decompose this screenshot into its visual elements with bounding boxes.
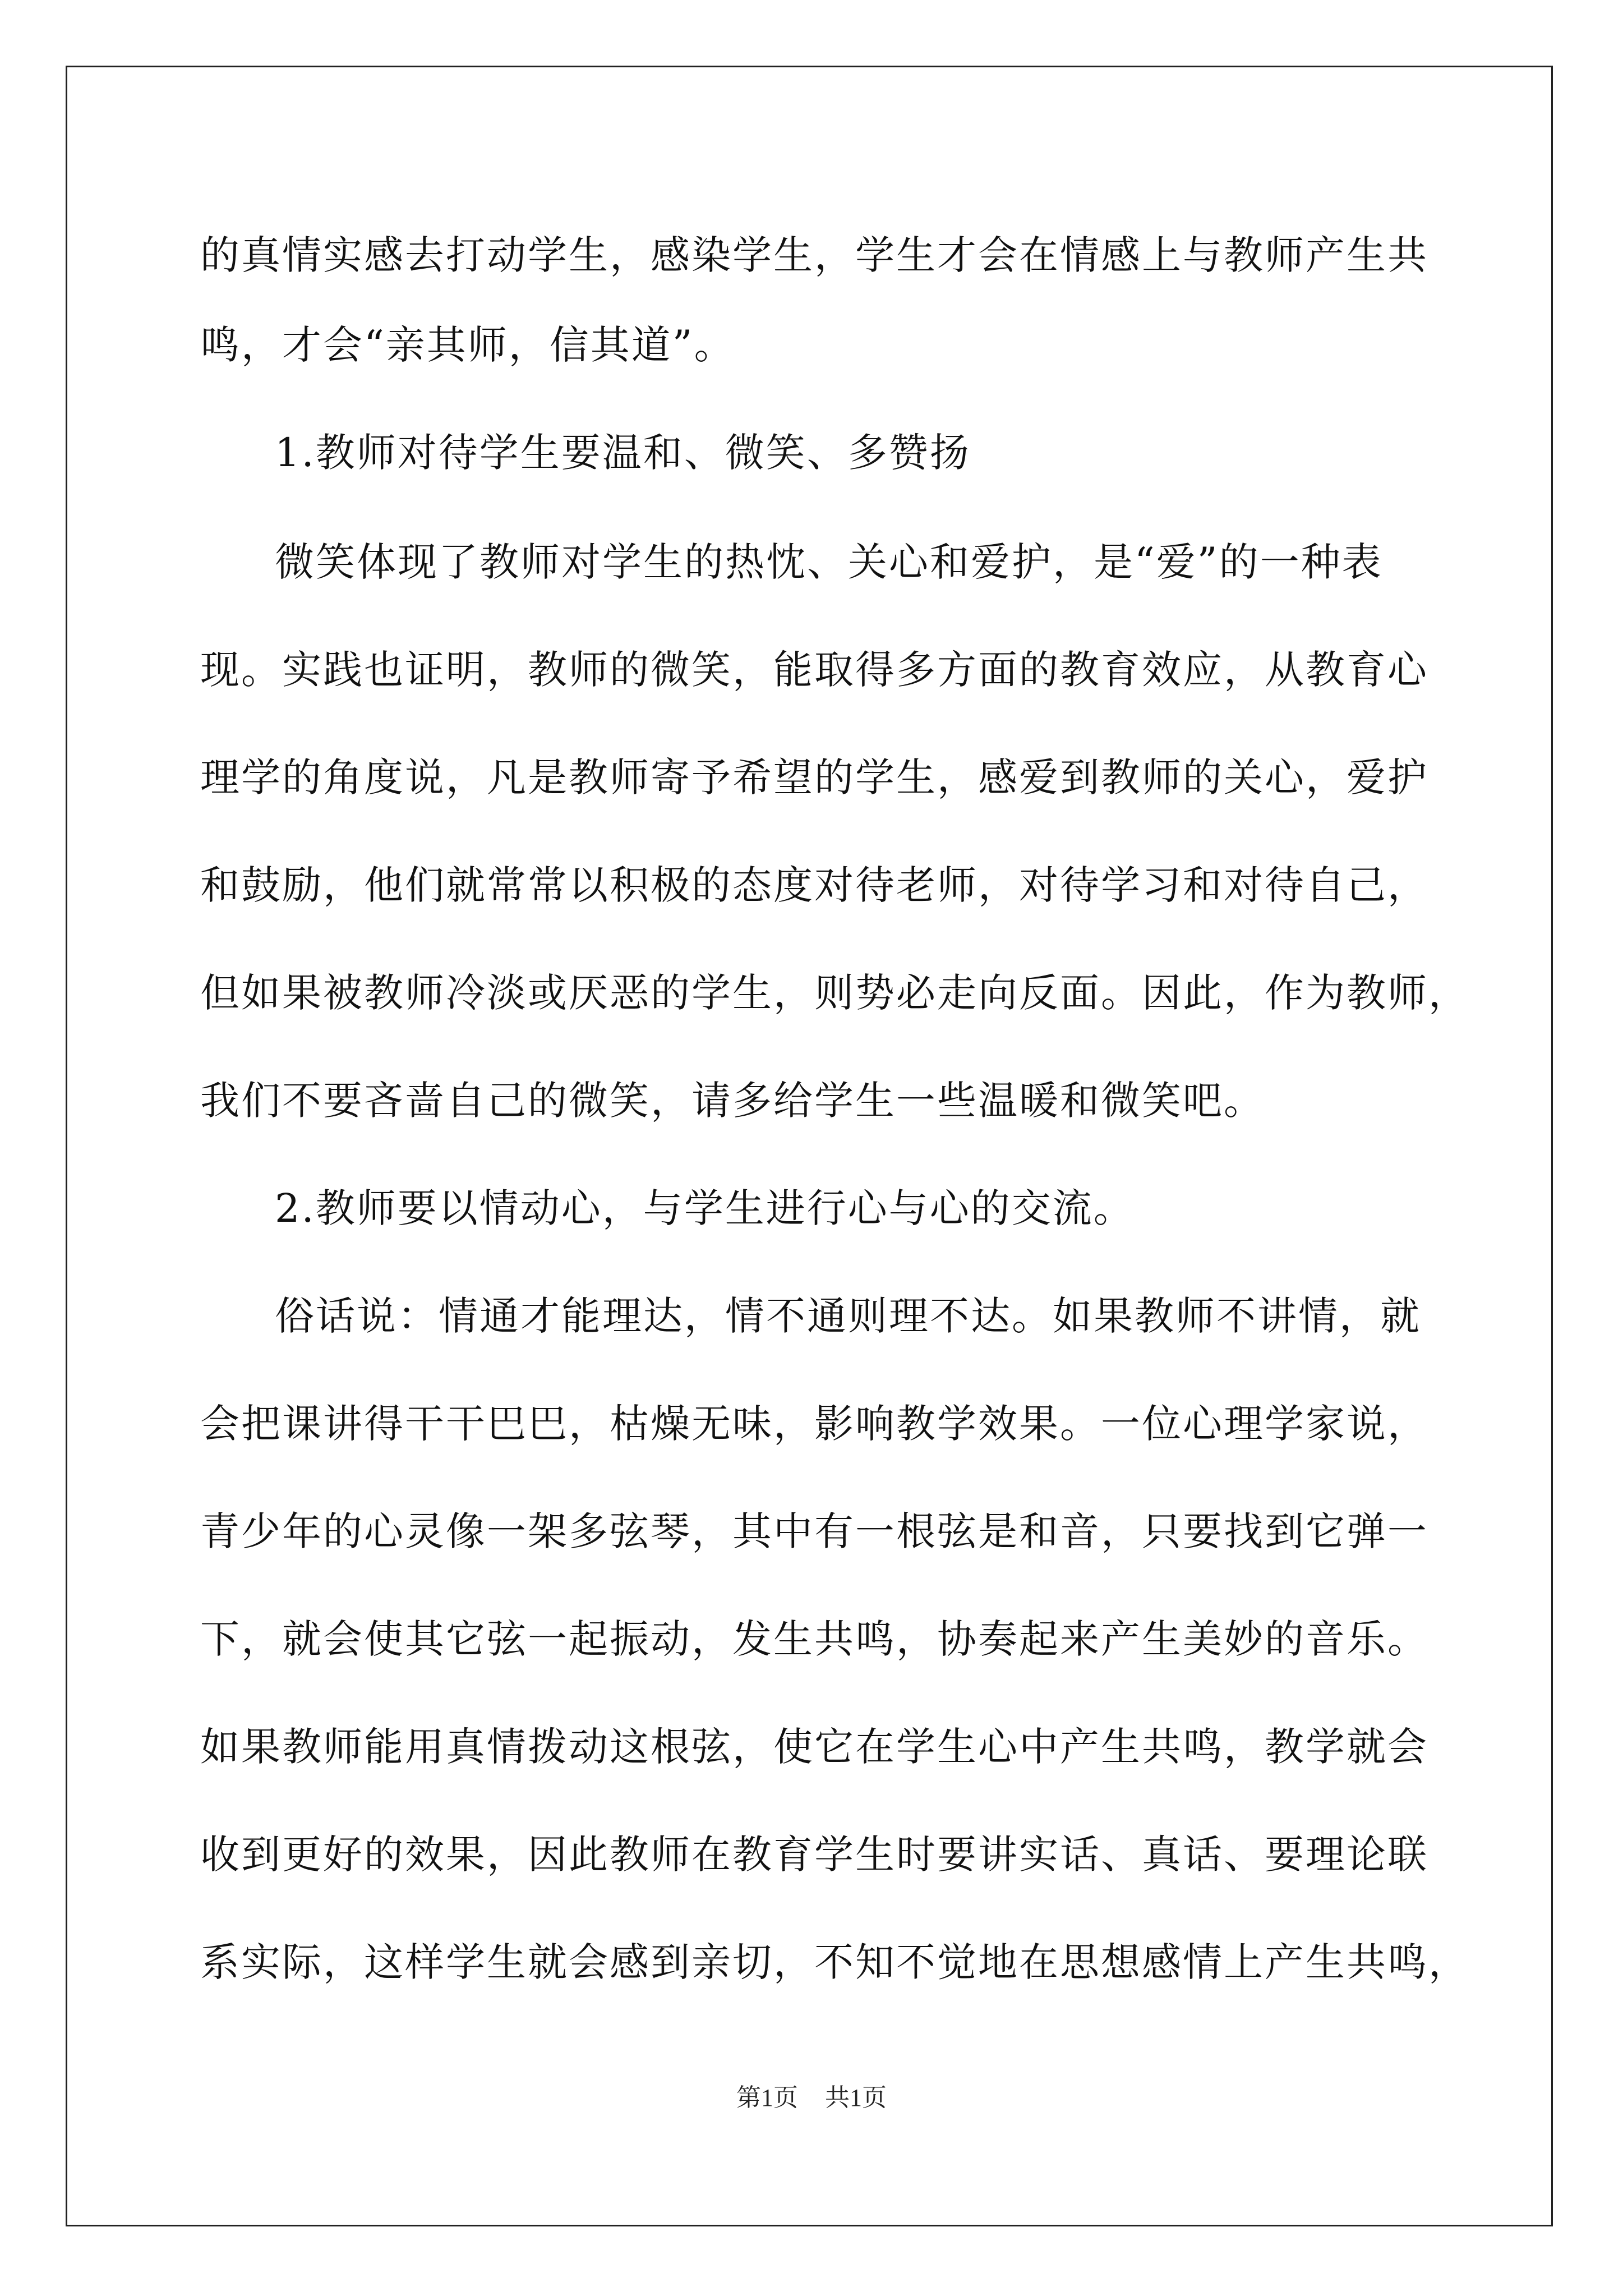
text-line-14: 下，就会使其它弦一起振动，发生共鸣，协奏起来产生美妙的音乐。 [200, 1616, 1428, 1662]
text-line-7: 和鼓励，他们就常常以积极的态度对待老师，对待学习和对待自己， [200, 862, 1428, 908]
page-footer [0, 2081, 1623, 2115]
text-line-6: 理学的角度说，凡是教师寄予希望的学生，感爱到教师的关心，爱护 [200, 754, 1428, 800]
text-line-12: 会把课讲得干干巴巴，枯燥无味，影响教学效果。一位心理学家说， [200, 1401, 1428, 1447]
text-line-8: 但如果被教师冷淡或厌恶的学生，则势必走向反面。因此，作为教师， [200, 970, 1469, 1016]
section-heading-1: 1.教师对待学生要温和、微笑、多赞扬 [275, 430, 971, 476]
page-border [66, 66, 1553, 2226]
text-line-13: 青少年的心灵像一架多弦琴，其中有一根弦是和音，只要找到它弹一 [200, 1508, 1428, 1554]
text-line-1: 的真情实感去打动学生，感染学生，学生才会在情感上与教师产生共 [200, 232, 1428, 278]
text-line-17: 系实际，这样学生就会感到亲切，不知不觉地在思想感情上产生共鸣， [200, 1939, 1469, 1985]
text-line-9: 我们不要吝啬自己的微笑，请多给学生一些温暖和微笑吧。 [200, 1078, 1265, 1124]
section-heading-2: 2.教师要以情动心，与学生进行心与心的交流。 [275, 1185, 1135, 1231]
page-number-current: 第1页 [736, 2084, 798, 2111]
text-line-11: 俗话说：情通才能理达，情不通则理不达。如果教师不讲情，就 [275, 1293, 1421, 1339]
text-line-16: 收到更好的效果，因此教师在教育学生时要讲实话、真话、要理论联 [200, 1832, 1428, 1878]
text-line-15: 如果教师能用真情拨动这根弦，使它在学生心中产生共鸣，教学就会 [200, 1724, 1428, 1770]
text-line-4: 微笑体现了教师对学生的热忱、关心和爱护，是“爱”的一种表 [275, 539, 1383, 585]
page-number-total: 共1页 [825, 2084, 887, 2111]
text-line-5: 现。实践也证明，教师的微笑，能取得多方面的教育效应，从教育心 [200, 647, 1428, 693]
text-line-2: 鸣，才会“亲其师，信其道”。 [200, 322, 735, 368]
